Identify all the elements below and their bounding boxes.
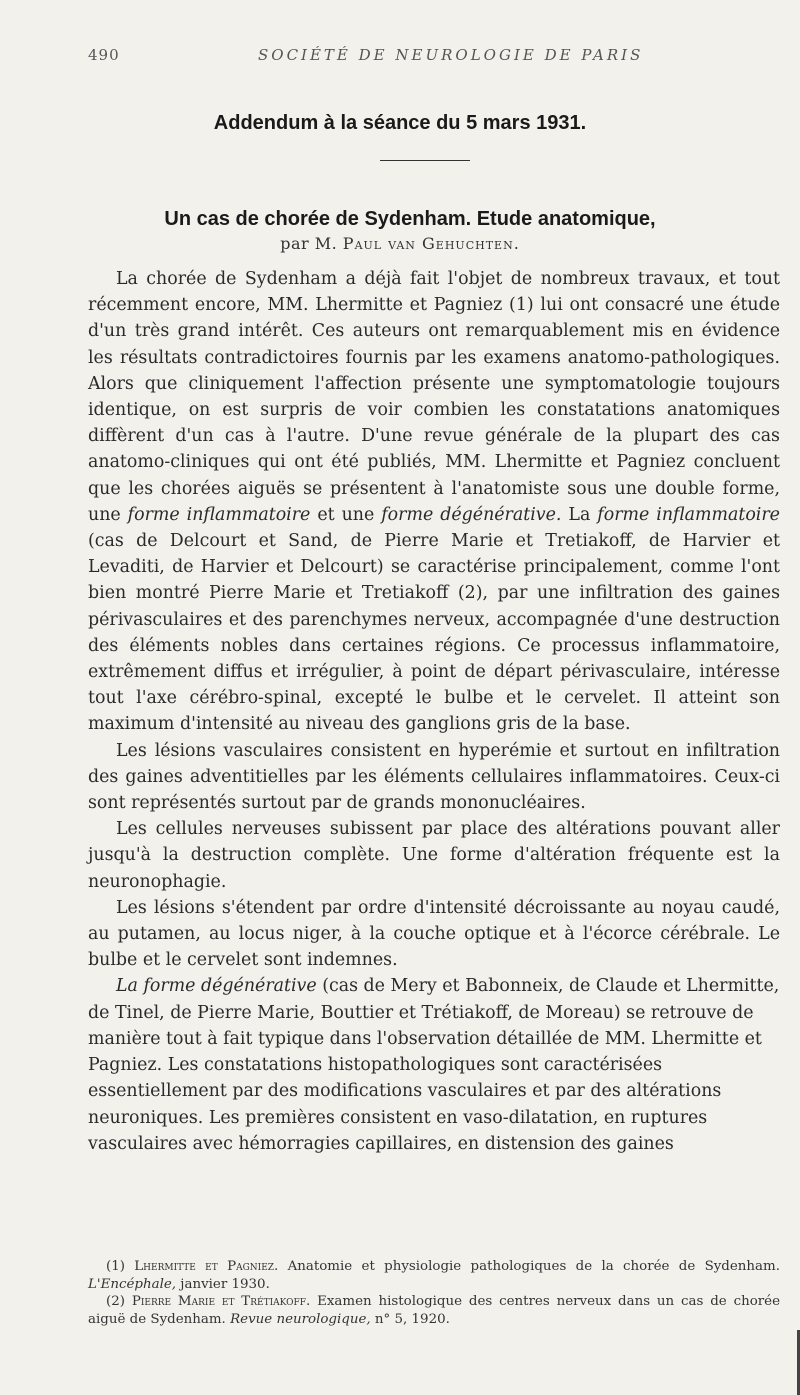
footnote-1-journal: L'Encéphale, bbox=[88, 1276, 177, 1292]
footnote-2-text: Examen histologique des centres nerveux dans un cas de chorée aiguë de Sydenham. bbox=[88, 1294, 781, 1327]
author-name: Paul van Gehuchten. bbox=[342, 234, 520, 253]
p1-text-c: La bbox=[561, 504, 598, 525]
article-title: Un cas de chorée de Sydenham. Etude anatomique, bbox=[164, 208, 656, 230]
footnote-2-mark: (2) bbox=[106, 1294, 125, 1310]
paragraph-4: Les lésions s'étendent par ordre d'intensité décroissante au noyau caudé, au putamen, au locus niger, à la couche optique et à l'écorce cérébrale. Le bulbe et le cervelet sont indemnes. bbox=[88, 897, 780, 971]
footnote-2-journal: Revue neurologique, bbox=[230, 1311, 371, 1327]
p1-text-d: (cas de Delcourt et Sand, de Pierre Marie et Tretiakoff, de Harvier et Levaditi, de Harvier et Delcourt) se caractérise principalement, comme l'ont bien montré Pierre Marie et Tretiakoff (2), par une infiltration des gaines périvasculaires et des parenchymes nerveux, accompagnée d'une destruction des éléments nobles dans certaines régions. Ce processus inflammatoire, extrêmement diffus et irrégulier, à point de départ périvasculaire, intéresse tout l'axe cérébro-spinal, excepté le bulbe et le cervelet. Il atteint son maximum d'intensité au niveau des ganglions gris de la base. bbox=[88, 531, 780, 735]
paragraph-3: Les cellules nerveuses subissent par place des altérations pouvant aller jusqu'à la destruction complète. Une forme d'altération fréquente est la neuronophagie. bbox=[88, 819, 780, 892]
footnote-1-mark: (1) bbox=[106, 1259, 125, 1274]
footnote-1-authors: Lhermitte et Pagniez. bbox=[134, 1259, 279, 1274]
p1-text-a: La chorée de Sydenham a déjà fait l'objet de nombreux travaux, et tout récemment encore, MM. Lhermitte et Pagniez (1) lui ont consacré une étude d'un très grand intérêt. Ces auteurs ont remarquablement mis en évidence les résultats contradictoires fournis par les examens anatomo-pathologiques. Alors que cliniquement l'affection présente une symptomatologie toujours identique, on est surpris de voir combien les constatations anatomiques diffèrent d'un cas à l'autre. D'une revue générale de la plupart des cas anatomo-cliniques qui ont été publiés, MM. Lhermitte et Pagniez concluent que les chorées aiguës se présentent à l'anatomiste sous une double forme, une bbox=[88, 269, 780, 525]
p1-forme-inflammatoire: forme inflammatoire bbox=[127, 504, 311, 525]
footnote-2 bbox=[88, 1293, 780, 1328]
addendum-heading: Addendum à la séance du 5 mars 1931. bbox=[213, 112, 587, 134]
running-head bbox=[88, 46, 728, 68]
p1-text-b: et une bbox=[310, 504, 382, 525]
p5-lead: La forme dégénérative bbox=[116, 976, 317, 997]
article-body bbox=[88, 266, 780, 1157]
paragraph-5 bbox=[88, 973, 780, 1156]
paragraph-2: Les lésions vasculaires consistent en hyperémie et surtout en infiltration des gaines adventitielles par les éléments cellulaires inflammatoires. Ceux-ci sont représentés surtout par de grands mononucléaires. bbox=[88, 740, 780, 814]
paragraph-1 bbox=[88, 266, 780, 738]
p1-forme-inflammatoire-2: forme inflammatoire bbox=[597, 504, 780, 525]
p1-forme-degenerative: forme dégénérative. bbox=[381, 504, 562, 525]
footnote-1-date: janvier 1930. bbox=[176, 1276, 270, 1292]
footnote-1 bbox=[88, 1258, 780, 1293]
footnotes bbox=[88, 1258, 780, 1328]
footnote-2-ref: n° 5, 1920. bbox=[370, 1311, 450, 1327]
footnote-2-authors: Pierre Marie et Trétiakoff. bbox=[131, 1294, 311, 1310]
p5-text: (cas de Mery et Babonneix, de Claude et Lhermitte, de Tinel, de Pierre Marie, Bouttier et Trétiakoff, de Moreau) se retrouve de manière tout à fait typique dans l'observation détaillée de MM. Lhermitte et Pagniez. Les constatations histopathologiques sont caractérisées essentiellement par des modifications vasculaires et par des altérations neuroniques. Les premières consistent en vaso-dilatation, en ruptures vasculaires avec hémorragies capillaires, en distension des gaines bbox=[88, 976, 780, 1154]
page-number: 490 bbox=[88, 46, 120, 64]
byline-prefix: par M. bbox=[280, 234, 338, 253]
byline bbox=[0, 234, 800, 253]
journal-title: SOCIÉTÉ DE NEUROLOGIE DE PARIS bbox=[258, 46, 644, 64]
footnote-1-text: Anatomie et physiologie pathologiques de la chorée de Sydenham. bbox=[278, 1259, 780, 1274]
separator-rule bbox=[380, 160, 470, 161]
